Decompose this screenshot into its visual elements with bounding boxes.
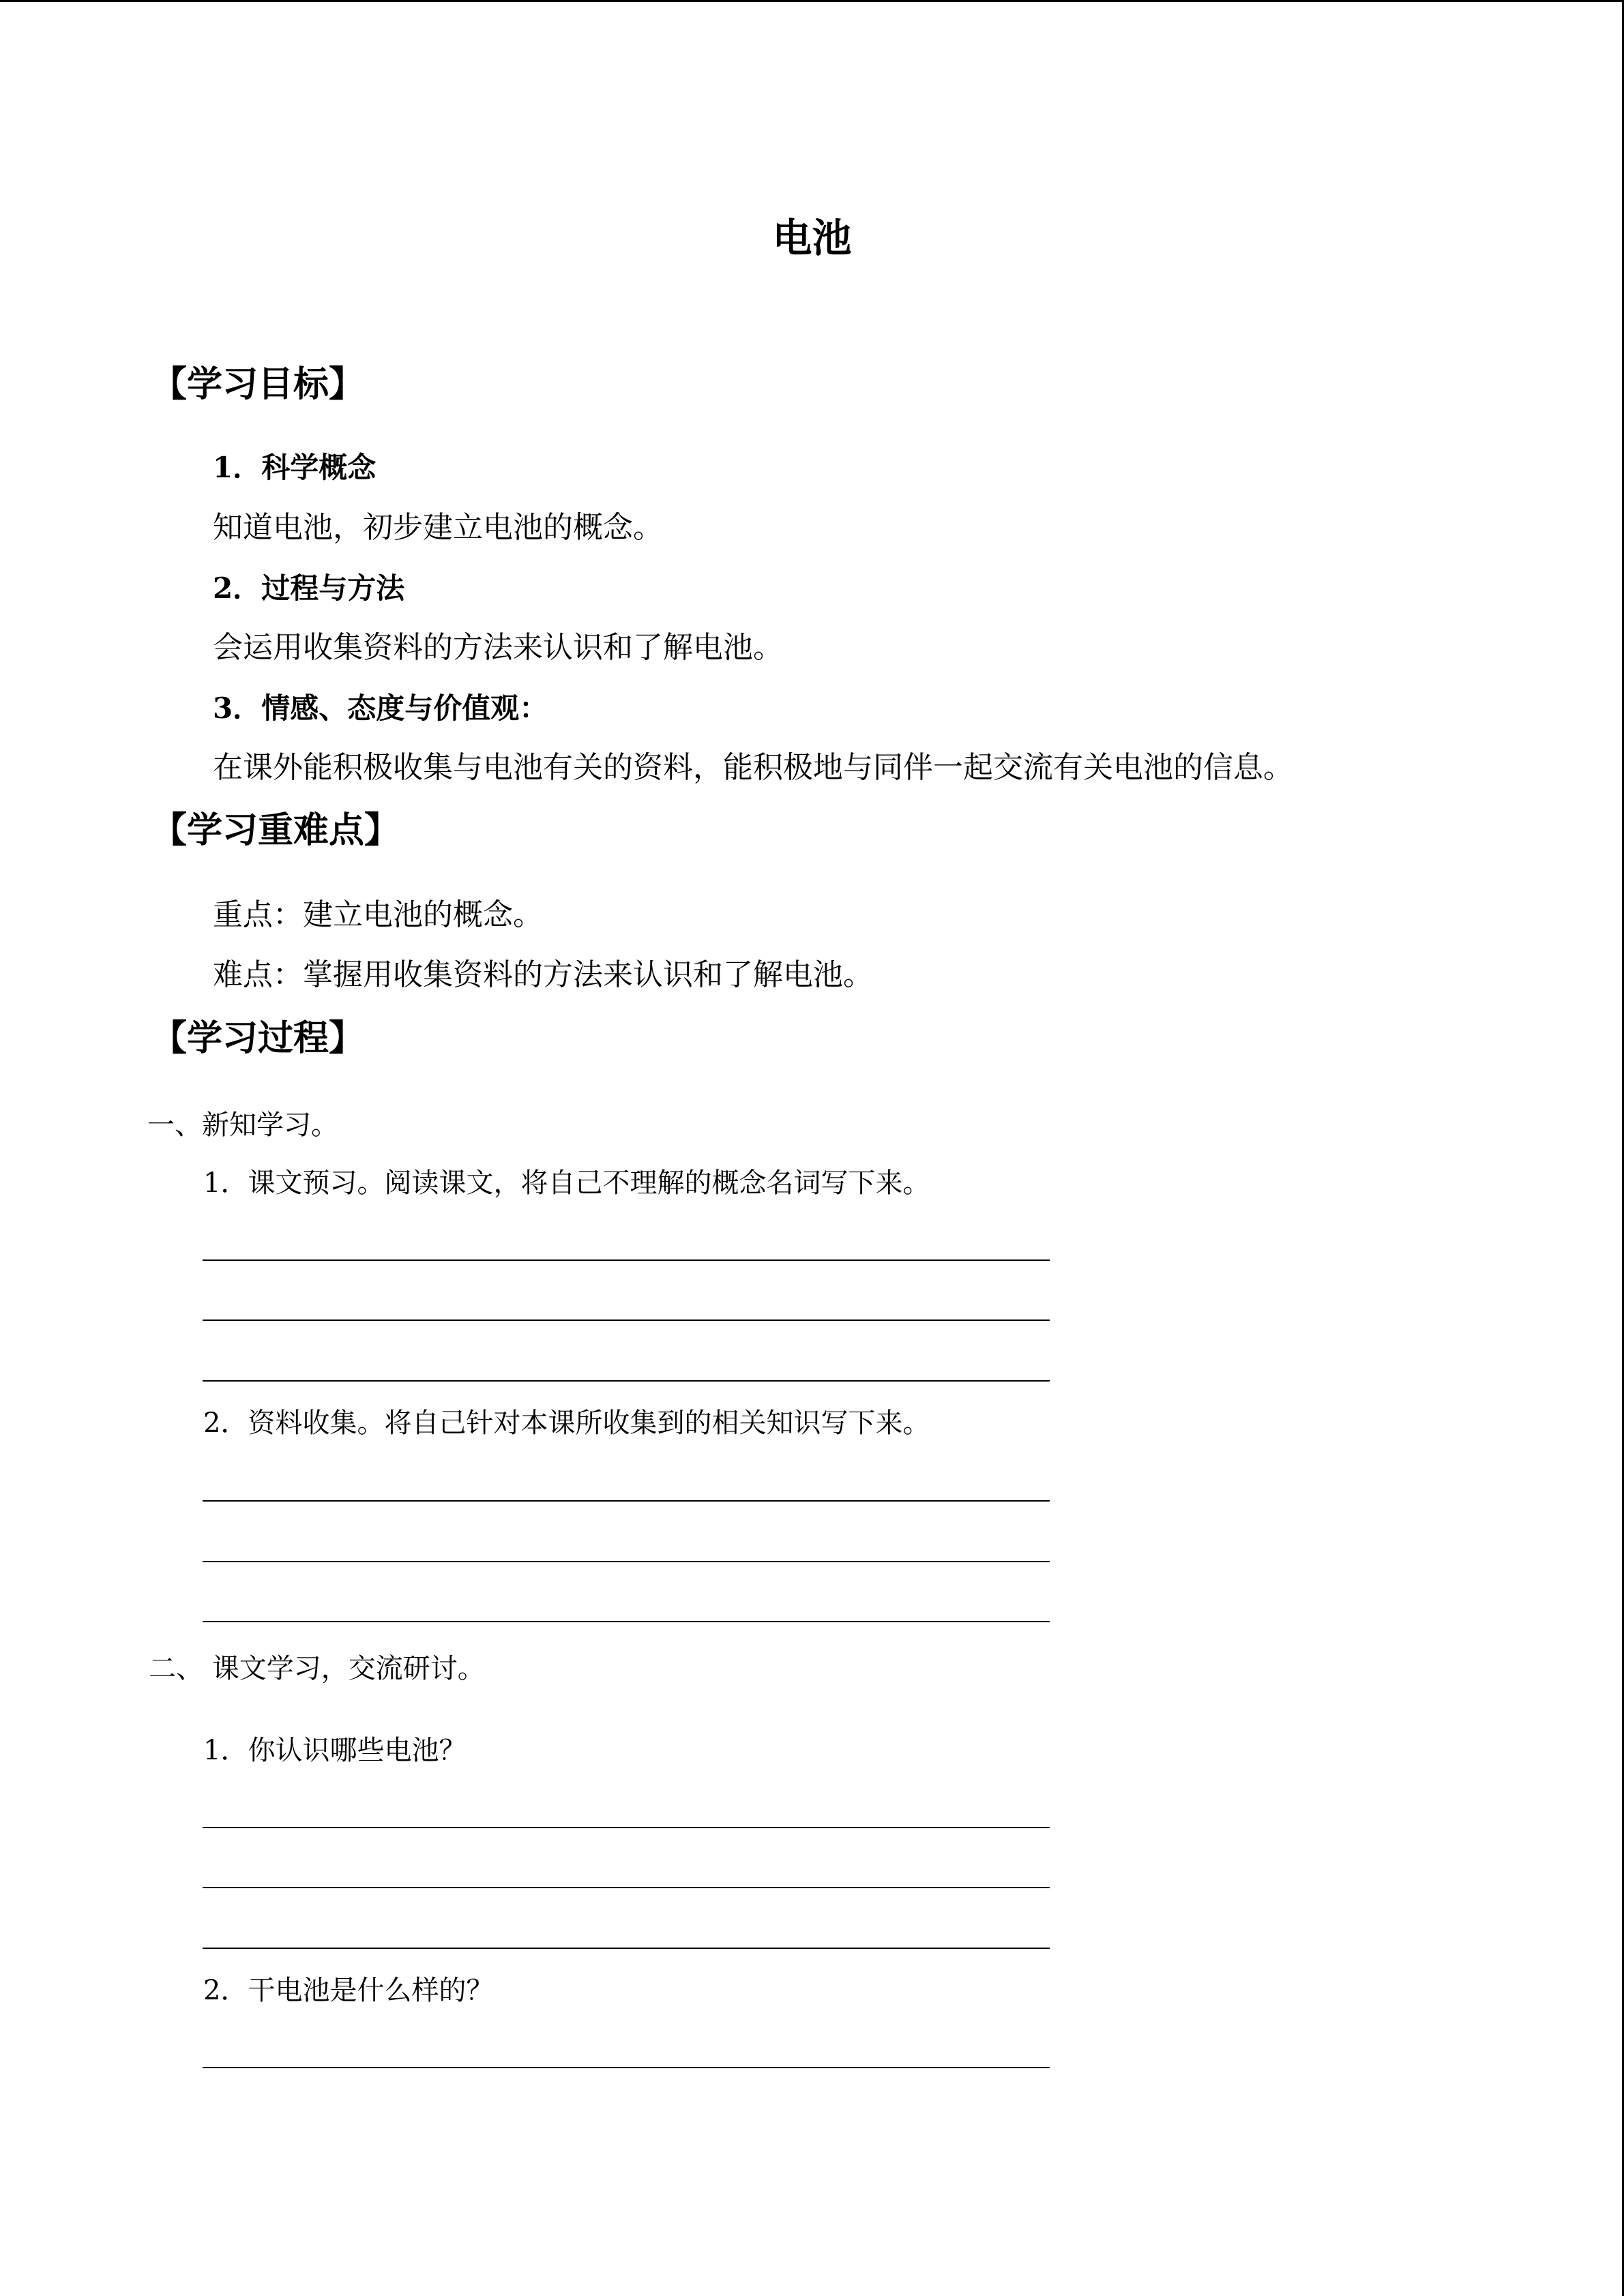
part1-title: 一、新知学习。 — [147, 1109, 338, 1141]
answer-line[interactable] — [203, 1380, 1050, 1382]
objective-1-text: 知道电池，初步建立电池的概念。 — [213, 510, 663, 545]
difficulty-text: 难点：掌握用收集资料的方法来认识和了解电池。 — [213, 957, 873, 992]
answer-line[interactable] — [203, 1561, 1050, 1562]
part2-title: 二、 课文学习，交流研讨。 — [149, 1653, 485, 1684]
answer-line[interactable] — [203, 1320, 1050, 1321]
focus-text: 重点：建立电池的概念。 — [213, 897, 543, 932]
answer-line[interactable] — [203, 1500, 1050, 1502]
page-border-top — [0, 0, 1624, 2]
part1-question-2: 2．资料收集。将自己针对本课所收集到的相关知识写下来。 — [203, 1407, 930, 1439]
answer-line[interactable] — [203, 1887, 1050, 1888]
answer-line[interactable] — [203, 1827, 1050, 1828]
answer-line[interactable] — [203, 1621, 1050, 1622]
part2-question-1: 1．你认识哪些电池？ — [203, 1735, 467, 1766]
key-points-heading: 【学习重难点】 — [151, 810, 400, 851]
answer-line[interactable] — [203, 1948, 1050, 1949]
objective-2-text: 会运用收集资料的方法来认识和了解电池。 — [213, 630, 783, 665]
objective-1-label: 1．科学概念 — [213, 451, 377, 484]
part1-question-1: 1．课文预习。阅读课文，将自己不理解的概念名词写下来。 — [203, 1167, 930, 1199]
objectives-heading: 【学习目标】 — [151, 364, 365, 405]
part2-question-2: 2．干电池是什么样的？ — [203, 1975, 494, 2006]
objective-3-label: 3．情感、态度与价值观： — [213, 691, 548, 725]
page-title: 电池 — [772, 215, 852, 261]
process-heading: 【学习过程】 — [151, 1018, 365, 1059]
objective-2-label: 2．过程与方法 — [213, 571, 405, 605]
answer-line[interactable] — [203, 1259, 1050, 1261]
objective-3-text: 在课外能积极收集与电池有关的资料，能积极地与同伴一起交流有关电池的信息。 — [213, 750, 1293, 785]
answer-line[interactable] — [203, 2067, 1050, 2068]
